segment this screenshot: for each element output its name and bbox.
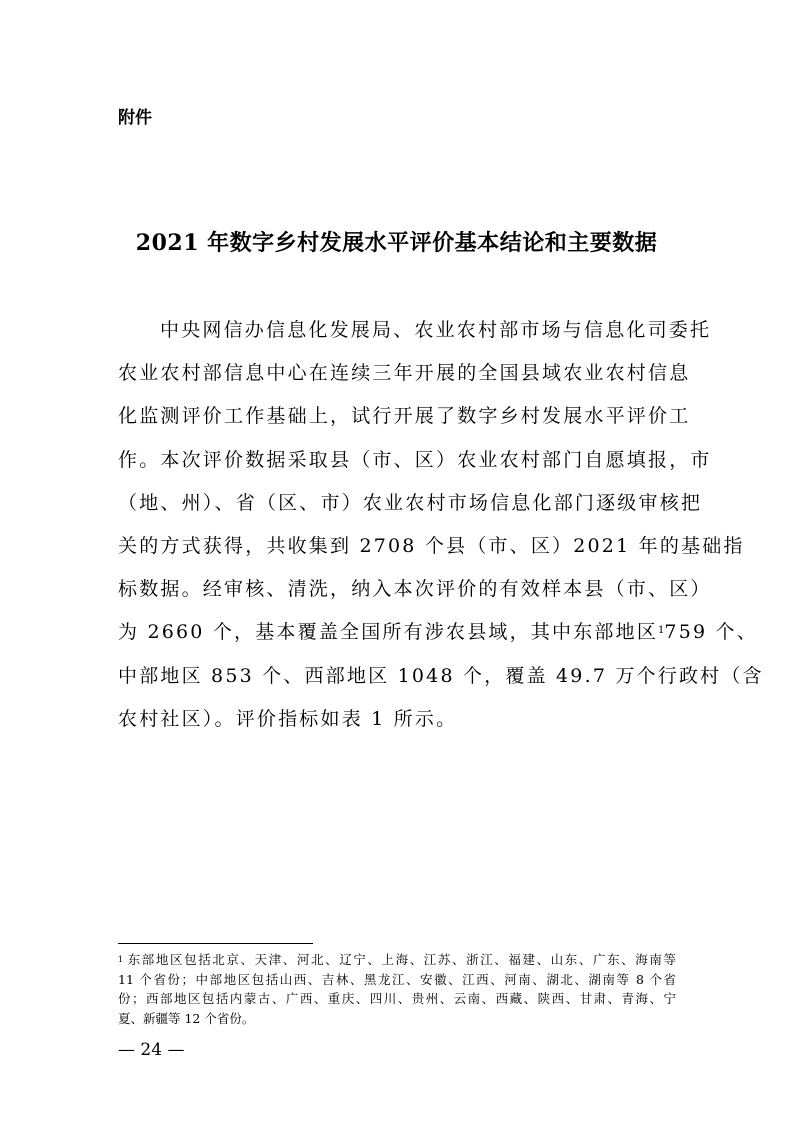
body-line: 中部地区 853 个、西部地区 1048 个，覆盖 49.7 万个行政村（含: [118, 664, 764, 687]
body-line: 农村社区）。评价指标如表 1 所示。: [118, 707, 458, 730]
footnote-divider: [118, 943, 313, 944]
footnote-line: 夏、新疆等 12 个省份。: [118, 1010, 255, 1026]
footnote-text: 东部地区包括北京、天津、河北、辽宁、上海、江苏、浙江、福建、山东、广东、海南等: [126, 952, 676, 967]
body-line: 农业农村部信息中心在连续三年开展的全国县域农业农村信息: [118, 362, 691, 385]
page-number: — 24 —: [118, 1040, 185, 1060]
attachment-label: 附件: [118, 108, 152, 128]
body-line: 作。本次评价数据采取县（市、区）农业农村部门自愿填报，市: [118, 448, 712, 471]
footnote-line: 11 个省份；中部地区包括山西、吉林、黑龙江、安徽、江西、河南、湖北、湖南等 8 个省: [118, 971, 676, 987]
footnote-marker: 1: [118, 955, 124, 964]
body-line: 标数据。经审核、清洗，纳入本次评价的有效样本县（市、区）: [118, 578, 712, 601]
body-line: 化监测评价工作基础上，试行开展了数字乡村发展水平评价工: [118, 405, 691, 428]
body-line: 中央网信办信息化发展局、农业农村部市场与信息化司委托: [160, 319, 712, 341]
body-text: 为 2660 个，基本覆盖全国所有涉农县域，其中东部地区: [118, 621, 659, 644]
body-paragraph: [118, 309, 764, 741]
footnote-line: 份；西部地区包括内蒙古、广西、重庆、四川、贵州、云南、西藏、陕西、甘肃、青海、宁: [118, 991, 676, 1006]
body-line: [118, 611, 758, 654]
footnote-reference[interactable]: 1: [658, 625, 665, 637]
body-text: 759 个、: [664, 621, 758, 644]
body-line: 关的方式获得，共收集到 2708 个县（市、区）2021 年的基础指: [118, 534, 745, 557]
footnote-line: [118, 950, 676, 970]
body-line: （地、州）、省（区、市）农业农村市场信息化部门逐级审核把: [118, 491, 703, 514]
footnote: [118, 950, 676, 1028]
page-title: 2021 年数字乡村发展水平评价基本结论和主要数据: [135, 230, 658, 256]
